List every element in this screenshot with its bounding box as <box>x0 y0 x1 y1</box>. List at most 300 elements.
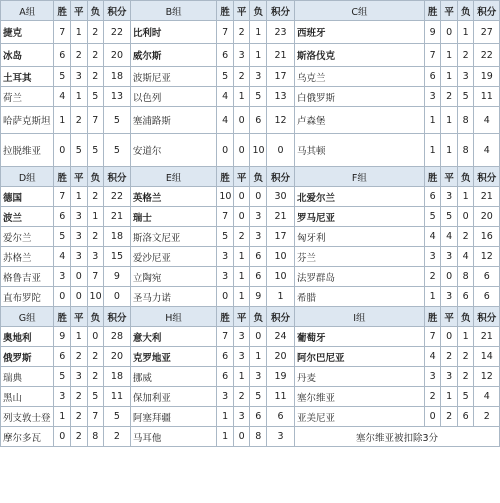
stat-l: 2 <box>87 347 104 367</box>
stat-l: 6 <box>250 267 267 287</box>
stat-pts: 5 <box>104 107 131 134</box>
team-name: 荷兰 <box>1 87 54 107</box>
stat-w: 6 <box>217 347 234 367</box>
stat-pts: 19 <box>474 67 500 87</box>
stat-w: 0 <box>54 134 71 167</box>
stat-w: 6 <box>54 44 71 67</box>
stat-l: 7 <box>87 407 104 427</box>
stat-w: 4 <box>424 347 441 367</box>
stat-pts: 20 <box>104 44 131 67</box>
table-row <box>1 387 500 407</box>
stat-l: 7 <box>87 107 104 134</box>
stat-l: 2 <box>87 367 104 387</box>
group-name: D组 <box>1 167 54 187</box>
column-header-draw: 平 <box>71 307 88 327</box>
stat-d: 3 <box>441 187 458 207</box>
stat-d: 3 <box>233 327 250 347</box>
stat-pts: 27 <box>474 21 500 44</box>
stat-pts: 4 <box>474 134 500 167</box>
team-name: 英格兰 <box>130 187 217 207</box>
stat-w: 3 <box>424 87 441 107</box>
team-name: 马耳他 <box>130 427 217 447</box>
column-header-loss: 负 <box>250 1 267 21</box>
team-name: 罗马尼亚 <box>295 207 425 227</box>
column-header-points: 积分 <box>104 307 131 327</box>
stat-d: 0 <box>233 134 250 167</box>
stat-d: 1 <box>233 87 250 107</box>
stat-w: 3 <box>217 267 234 287</box>
team-name: 白俄罗斯 <box>295 87 425 107</box>
stat-d: 2 <box>71 347 88 367</box>
stat-l: 1 <box>250 44 267 67</box>
team-name: 捷克 <box>1 21 54 44</box>
stat-d: 2 <box>71 427 88 447</box>
stat-l: 6 <box>250 247 267 267</box>
stat-pts: 3 <box>267 427 295 447</box>
team-name: 马其顿 <box>295 134 425 167</box>
stat-l: 5 <box>87 87 104 107</box>
stat-l: 2 <box>87 67 104 87</box>
stat-d: 0 <box>441 267 458 287</box>
stat-pts: 5 <box>104 134 131 167</box>
stat-l: 3 <box>250 367 267 387</box>
stat-d: 3 <box>71 67 88 87</box>
table-row <box>1 267 500 287</box>
stat-d: 2 <box>233 387 250 407</box>
team-name: 圣马力诺 <box>130 287 217 307</box>
group-header-row <box>1 1 500 21</box>
team-name: 瑞士 <box>130 207 217 227</box>
stat-w: 5 <box>54 367 71 387</box>
column-header-win: 胜 <box>217 1 234 21</box>
stat-w: 7 <box>424 44 441 67</box>
stat-l: 2 <box>87 44 104 67</box>
stat-w: 0 <box>54 287 71 307</box>
team-name: 安道尔 <box>130 134 217 167</box>
stat-l: 5 <box>457 387 474 407</box>
stat-pts: 1 <box>267 287 295 307</box>
stat-w: 3 <box>54 267 71 287</box>
stat-pts: 18 <box>104 367 131 387</box>
team-name: 法罗群岛 <box>295 267 425 287</box>
team-name: 西班牙 <box>295 21 425 44</box>
stat-w: 6 <box>54 347 71 367</box>
team-name: 奥地利 <box>1 327 54 347</box>
stat-d: 1 <box>71 187 88 207</box>
stat-pts: 23 <box>267 21 295 44</box>
stat-w: 3 <box>424 247 441 267</box>
group-name: G组 <box>1 307 54 327</box>
stat-d: 2 <box>233 227 250 247</box>
table-row <box>1 44 500 67</box>
column-header-draw: 平 <box>441 167 458 187</box>
stat-l: 2 <box>457 227 474 247</box>
stat-w: 1 <box>424 287 441 307</box>
stat-d: 3 <box>71 227 88 247</box>
column-header-points: 积分 <box>267 167 295 187</box>
stat-w: 1 <box>424 134 441 167</box>
stat-pts: 10 <box>267 247 295 267</box>
stat-pts: 0 <box>267 134 295 167</box>
stat-l: 3 <box>250 227 267 247</box>
column-header-loss: 负 <box>250 167 267 187</box>
stat-l: 5 <box>250 387 267 407</box>
stat-pts: 14 <box>474 347 500 367</box>
column-header-draw: 平 <box>233 1 250 21</box>
stat-pts: 11 <box>267 387 295 407</box>
column-header-points: 积分 <box>267 307 295 327</box>
stat-l: 5 <box>87 387 104 407</box>
stat-w: 1 <box>217 427 234 447</box>
stat-pts: 11 <box>104 387 131 407</box>
stat-l: 5 <box>457 87 474 107</box>
stat-d: 0 <box>71 267 88 287</box>
stat-l: 2 <box>457 367 474 387</box>
stat-w: 4 <box>217 107 234 134</box>
stat-l: 2 <box>87 21 104 44</box>
team-name: 乌克兰 <box>295 67 425 87</box>
stat-l: 8 <box>457 267 474 287</box>
group-name: F组 <box>295 167 425 187</box>
team-name: 以色列 <box>130 87 217 107</box>
team-name: 卢森堡 <box>295 107 425 134</box>
stat-w: 7 <box>217 207 234 227</box>
column-header-points: 积分 <box>474 167 500 187</box>
team-name: 爱尔兰 <box>1 227 54 247</box>
group-name: E组 <box>130 167 217 187</box>
stat-l: 7 <box>87 267 104 287</box>
column-header-loss: 负 <box>87 1 104 21</box>
column-header-win: 胜 <box>424 167 441 187</box>
group-name: H组 <box>130 307 217 327</box>
stat-l: 2 <box>87 187 104 207</box>
stat-l: 10 <box>87 287 104 307</box>
stat-d: 1 <box>71 327 88 347</box>
column-header-loss: 负 <box>250 307 267 327</box>
table-row <box>1 407 500 427</box>
team-name: 保加利亚 <box>130 387 217 407</box>
table-row <box>1 187 500 207</box>
stat-w: 6 <box>217 367 234 387</box>
stat-d: 3 <box>441 367 458 387</box>
stat-l: 3 <box>250 207 267 227</box>
stat-l: 8 <box>457 134 474 167</box>
group-name: I组 <box>295 307 425 327</box>
stat-w: 5 <box>424 207 441 227</box>
column-header-draw: 平 <box>233 307 250 327</box>
stat-l: 3 <box>87 247 104 267</box>
group-header-row <box>1 167 500 187</box>
stat-d: 3 <box>233 44 250 67</box>
stat-w: 5 <box>54 227 71 247</box>
team-name: 俄罗斯 <box>1 347 54 367</box>
stat-pts: 15 <box>104 247 131 267</box>
stat-l: 10 <box>250 134 267 167</box>
team-name: 葡萄牙 <box>295 327 425 347</box>
column-header-loss: 负 <box>457 167 474 187</box>
stat-d: 1 <box>441 134 458 167</box>
column-header-win: 胜 <box>217 167 234 187</box>
stat-l: 1 <box>457 21 474 44</box>
stat-pts: 21 <box>267 44 295 67</box>
stat-d: 1 <box>233 267 250 287</box>
stat-pts: 12 <box>267 107 295 134</box>
stat-w: 1 <box>424 107 441 134</box>
column-header-win: 胜 <box>54 307 71 327</box>
stat-w: 6 <box>424 187 441 207</box>
stat-d: 0 <box>441 21 458 44</box>
team-name: 波兰 <box>1 207 54 227</box>
column-header-win: 胜 <box>54 1 71 21</box>
team-name: 斯洛伐克 <box>295 44 425 67</box>
stat-d: 1 <box>71 21 88 44</box>
stat-d: 0 <box>71 287 88 307</box>
stat-w: 6 <box>424 67 441 87</box>
stat-pts: 19 <box>267 367 295 387</box>
table-row <box>1 134 500 167</box>
stat-w: 2 <box>424 267 441 287</box>
column-header-loss: 负 <box>87 167 104 187</box>
stat-pts: 20 <box>104 347 131 367</box>
column-header-draw: 平 <box>441 307 458 327</box>
stat-w: 3 <box>424 367 441 387</box>
deduction-note: 塞尔维亚被扣除3分 <box>295 427 500 447</box>
table-row <box>1 87 500 107</box>
stat-pts: 21 <box>474 187 500 207</box>
table-row <box>1 227 500 247</box>
stat-l: 0 <box>250 187 267 207</box>
stat-w: 4 <box>217 87 234 107</box>
team-name: 芬兰 <box>295 247 425 267</box>
stat-pts: 24 <box>267 327 295 347</box>
stat-pts: 13 <box>104 87 131 107</box>
stat-l: 0 <box>250 327 267 347</box>
stat-pts: 17 <box>267 67 295 87</box>
team-name: 意大利 <box>130 327 217 347</box>
stat-d: 2 <box>71 107 88 134</box>
column-header-win: 胜 <box>217 307 234 327</box>
stat-w: 4 <box>54 87 71 107</box>
stat-w: 3 <box>217 387 234 407</box>
group-name: B组 <box>130 1 217 21</box>
stat-l: 8 <box>250 427 267 447</box>
stat-d: 1 <box>441 44 458 67</box>
stat-d: 0 <box>441 327 458 347</box>
stat-l: 6 <box>250 107 267 134</box>
column-header-win: 胜 <box>424 1 441 21</box>
table-row <box>1 21 500 44</box>
stat-pts: 17 <box>267 227 295 247</box>
team-name: 土耳其 <box>1 67 54 87</box>
stat-pts: 4 <box>474 107 500 134</box>
stat-d: 1 <box>441 387 458 407</box>
stat-d: 3 <box>233 347 250 367</box>
stat-pts: 22 <box>104 21 131 44</box>
team-name: 黑山 <box>1 387 54 407</box>
stat-d: 2 <box>441 87 458 107</box>
team-name: 立陶宛 <box>130 267 217 287</box>
stat-l: 2 <box>457 347 474 367</box>
stat-l: 6 <box>457 287 474 307</box>
stat-pts: 6 <box>474 287 500 307</box>
table-row <box>1 247 500 267</box>
team-name: 拉脱维亚 <box>1 134 54 167</box>
stat-w: 10 <box>217 187 234 207</box>
team-name: 苏格兰 <box>1 247 54 267</box>
stat-l: 1 <box>250 347 267 367</box>
stat-w: 0 <box>424 407 441 427</box>
team-name: 丹麦 <box>295 367 425 387</box>
stat-l: 0 <box>87 327 104 347</box>
team-name: 格鲁吉亚 <box>1 267 54 287</box>
column-header-draw: 平 <box>71 167 88 187</box>
stat-pts: 20 <box>267 347 295 367</box>
team-name: 塞尔维亚 <box>295 387 425 407</box>
table-row <box>1 287 500 307</box>
team-name: 瑞典 <box>1 367 54 387</box>
team-name: 阿尔巴尼亚 <box>295 347 425 367</box>
column-header-draw: 平 <box>233 167 250 187</box>
team-name: 爱沙尼亚 <box>130 247 217 267</box>
team-name: 匈牙利 <box>295 227 425 247</box>
stat-pts: 21 <box>267 207 295 227</box>
team-name: 塞浦路斯 <box>130 107 217 134</box>
stat-l: 4 <box>457 247 474 267</box>
stat-w: 5 <box>217 227 234 247</box>
stat-d: 1 <box>441 67 458 87</box>
stat-l: 1 <box>457 327 474 347</box>
stat-l: 5 <box>87 134 104 167</box>
team-name: 斯洛文尼亚 <box>130 227 217 247</box>
team-name: 列支敦士登 <box>1 407 54 427</box>
stat-d: 2 <box>441 407 458 427</box>
stat-d: 2 <box>233 67 250 87</box>
column-header-draw: 平 <box>441 1 458 21</box>
column-header-win: 胜 <box>424 307 441 327</box>
stat-d: 4 <box>441 227 458 247</box>
stat-l: 3 <box>457 67 474 87</box>
stat-pts: 22 <box>104 187 131 207</box>
team-name: 波斯尼亚 <box>130 67 217 87</box>
stat-d: 1 <box>233 247 250 267</box>
column-header-points: 积分 <box>104 1 131 21</box>
column-header-points: 积分 <box>474 1 500 21</box>
stat-w: 0 <box>217 287 234 307</box>
stat-d: 3 <box>441 287 458 307</box>
stat-pts: 16 <box>474 227 500 247</box>
stat-w: 7 <box>54 21 71 44</box>
stat-pts: 9 <box>104 267 131 287</box>
stat-d: 3 <box>71 367 88 387</box>
column-header-loss: 负 <box>457 307 474 327</box>
stat-w: 6 <box>217 44 234 67</box>
stat-l: 3 <box>250 67 267 87</box>
column-header-loss: 负 <box>87 307 104 327</box>
column-header-loss: 负 <box>457 1 474 21</box>
stat-w: 2 <box>424 387 441 407</box>
stat-l: 1 <box>250 21 267 44</box>
column-header-points: 积分 <box>474 307 500 327</box>
stat-pts: 20 <box>474 207 500 227</box>
stat-pts: 22 <box>474 44 500 67</box>
stat-d: 3 <box>71 207 88 227</box>
team-name: 哈萨克斯坦 <box>1 107 54 134</box>
stat-d: 5 <box>441 207 458 227</box>
column-header-points: 积分 <box>267 1 295 21</box>
stat-pts: 18 <box>104 67 131 87</box>
table-row <box>1 427 500 447</box>
stat-pts: 5 <box>104 407 131 427</box>
stat-w: 0 <box>54 427 71 447</box>
stat-d: 5 <box>71 134 88 167</box>
stat-pts: 6 <box>267 407 295 427</box>
stat-d: 2 <box>441 347 458 367</box>
team-name: 摩尔多瓦 <box>1 427 54 447</box>
stat-pts: 2 <box>104 427 131 447</box>
team-name: 希腊 <box>295 287 425 307</box>
table-row <box>1 107 500 134</box>
column-header-draw: 平 <box>71 1 88 21</box>
stat-w: 3 <box>54 387 71 407</box>
stat-w: 5 <box>217 67 234 87</box>
stat-w: 4 <box>54 247 71 267</box>
group-header-row <box>1 307 500 327</box>
stat-d: 2 <box>71 44 88 67</box>
stat-pts: 30 <box>267 187 295 207</box>
stat-w: 3 <box>217 247 234 267</box>
stat-pts: 18 <box>104 227 131 247</box>
column-header-win: 胜 <box>54 167 71 187</box>
stat-d: 1 <box>233 367 250 387</box>
table-row <box>1 327 500 347</box>
stat-l: 1 <box>87 207 104 227</box>
stat-pts: 21 <box>474 327 500 347</box>
stat-l: 5 <box>250 87 267 107</box>
stat-d: 2 <box>71 407 88 427</box>
stat-d: 1 <box>233 287 250 307</box>
team-name: 挪威 <box>130 367 217 387</box>
stat-pts: 2 <box>474 407 500 427</box>
stat-w: 1 <box>217 407 234 427</box>
stat-d: 1 <box>441 107 458 134</box>
stat-d: 2 <box>71 387 88 407</box>
stat-d: 1 <box>71 87 88 107</box>
stat-w: 7 <box>54 187 71 207</box>
stat-pts: 28 <box>104 327 131 347</box>
team-name: 比利时 <box>130 21 217 44</box>
stat-l: 0 <box>457 207 474 227</box>
stat-w: 4 <box>424 227 441 247</box>
stat-l: 2 <box>457 44 474 67</box>
stat-w: 1 <box>54 107 71 134</box>
stat-pts: 4 <box>474 387 500 407</box>
stat-pts: 21 <box>104 207 131 227</box>
team-name: 北爱尔兰 <box>295 187 425 207</box>
table-row <box>1 367 500 387</box>
stat-w: 9 <box>424 21 441 44</box>
stat-pts: 12 <box>474 367 500 387</box>
stat-pts: 10 <box>267 267 295 287</box>
stat-w: 9 <box>54 327 71 347</box>
team-name: 冰岛 <box>1 44 54 67</box>
table-row <box>1 67 500 87</box>
team-name: 阿塞拜疆 <box>130 407 217 427</box>
stat-w: 6 <box>54 207 71 227</box>
stat-pts: 12 <box>474 247 500 267</box>
stat-d: 0 <box>233 207 250 227</box>
stat-l: 9 <box>250 287 267 307</box>
team-name: 克罗地亚 <box>130 347 217 367</box>
